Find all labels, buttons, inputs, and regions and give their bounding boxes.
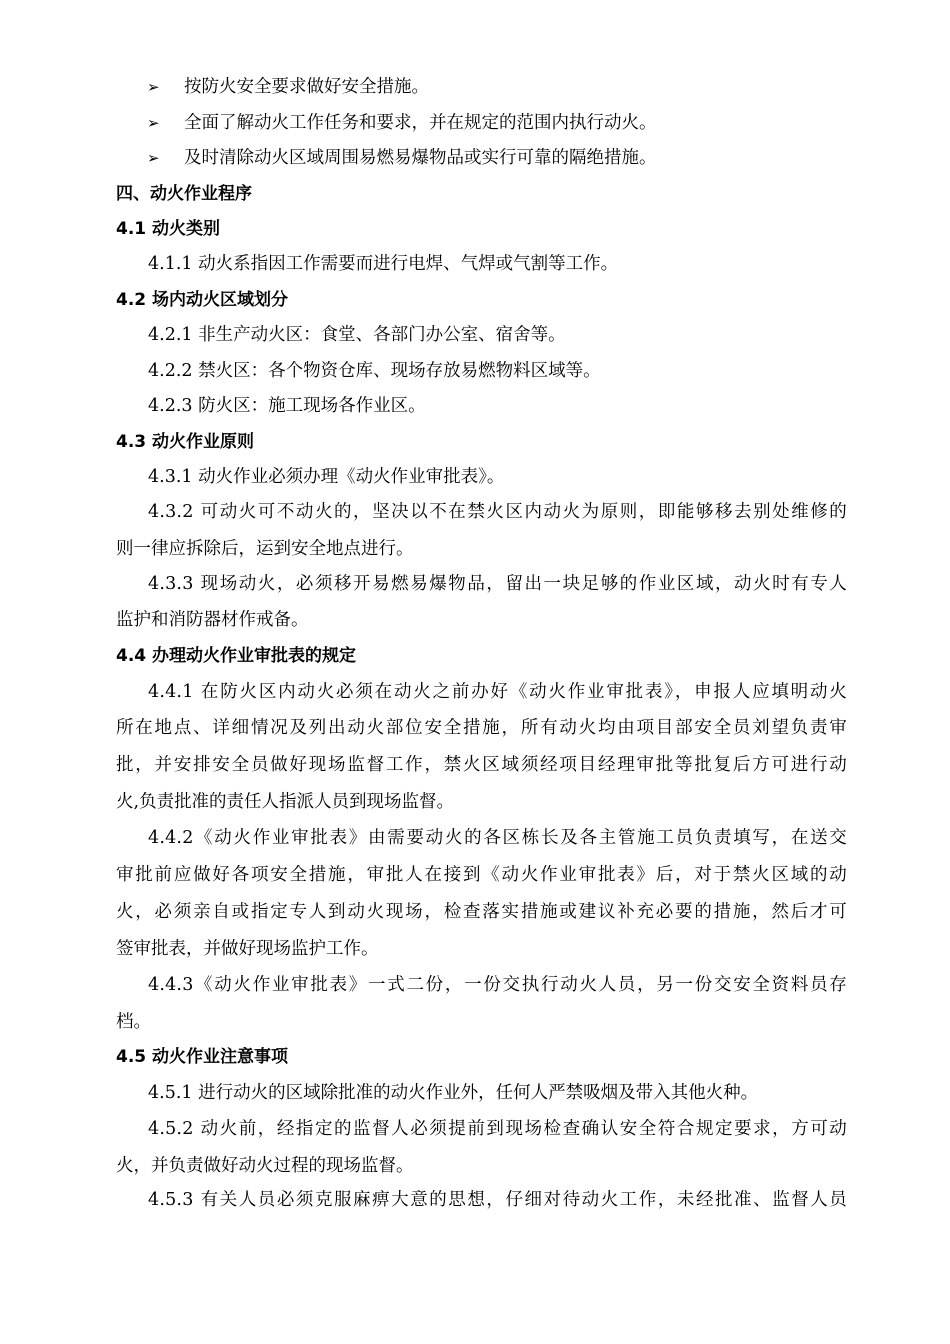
paragraph: 4.2.2 禁火区：各个物资仓库、现场存放易燃物料区域等。: [148, 361, 601, 381]
subsection-heading: 4.2 场内动火区域划分: [116, 290, 289, 310]
subsection-heading: 4.5 动火作业注意事项: [116, 1047, 289, 1067]
paragraph-line: 4.5.2 动火前，经指定的监督人必须提前到现场检查确认安全符合规定要求，方可动: [148, 1119, 847, 1139]
subsection-heading: 4.3 动火作业原则: [116, 432, 255, 452]
bullet-text: 按防火安全要求做好安全措施。: [184, 77, 429, 97]
paragraph: 4.5.1 进行动火的区域除批准的动火作业外，任何人严禁吸烟及带入其他火种。: [148, 1083, 759, 1103]
paragraph-line: 所在地点、详细情况及列出动火部位安全措施，所有动火均由项目部安全员刘望负责审: [116, 718, 847, 738]
paragraph: 4.1.1 动火系指因工作需要而进行电焊、气焊或气割等工作。: [148, 254, 619, 274]
paragraph-line: 4.3.2 可动火可不动火的，坚决以不在禁火区内动火为原则，即能够移去别处维修的: [148, 502, 847, 522]
paragraph-line: 则一律应拆除后，运到安全地点进行。: [116, 539, 414, 559]
subsection-heading: 4.4 办理动火作业审批表的规定: [116, 646, 357, 666]
paragraph-line: 批，并安排安全员做好现场监督工作，禁火区域须经项目经理审批等批复后方可进行动: [116, 755, 847, 775]
paragraph-line: 火，必须亲自或指定专人到动火现场，检查落实措施或建议补充必要的措施，然后才可: [116, 902, 847, 922]
paragraph-line: 火,负责批准的责任人指派人员到现场监督。: [116, 792, 455, 812]
paragraph-line: 火，并负责做好动火过程的现场监督。: [116, 1156, 414, 1176]
arrow-bullet-icon: ➢: [147, 78, 160, 96]
bullet-text: 及时清除动火区域周围易燃易爆物品或实行可靠的隔绝措施。: [184, 148, 657, 168]
paragraph-line: 签审批表，并做好现场监护工作。: [116, 939, 379, 959]
paragraph-line: 4.3.3 现场动火，必须移开易燃易爆物品，留出一块足够的作业区域，动火时有专人: [148, 574, 847, 594]
section-heading: 四、动火作业程序: [116, 184, 252, 204]
paragraph-line: 档。: [116, 1012, 151, 1032]
bullet-text: 全面了解动火工作任务和要求，并在规定的范围内执行动火。: [184, 113, 657, 133]
paragraph-line: 4.4.1 在防火区内动火必须在动火之前办好《动火作业审批表》，申报人应填明动火: [148, 682, 847, 702]
paragraph-line: 4.5.3 有关人员必须克服麻痹大意的思想，仔细对待动火工作，未经批准、监督人员: [148, 1190, 847, 1210]
subsection-heading: 4.1 动火类别: [116, 219, 221, 239]
paragraph: 4.2.3 防火区：施工现场各作业区。: [148, 396, 426, 416]
paragraph-line: 审批前应做好各项安全措施，审批人在接到《动火作业审批表》后，对于禁火区域的动: [116, 865, 847, 885]
paragraph-line: 4.4.3《动火作业审批表》一式二份，一份交执行动火人员，另一份交安全资料员存: [148, 975, 847, 995]
arrow-bullet-icon: ➢: [147, 114, 160, 132]
paragraph-line: 4.4.2《动火作业审批表》由需要动火的各区栋长及各主管施工员负责填写，在送交: [148, 828, 847, 848]
paragraph: 4.3.1 动火作业必须办理《动火作业审批表》。: [148, 467, 505, 487]
paragraph: 4.2.1 非生产动火区：食堂、各部门办公室、宿舍等。: [148, 325, 566, 345]
paragraph-line: 监护和消防器材作戒备。: [116, 610, 309, 630]
arrow-bullet-icon: ➢: [147, 149, 160, 167]
